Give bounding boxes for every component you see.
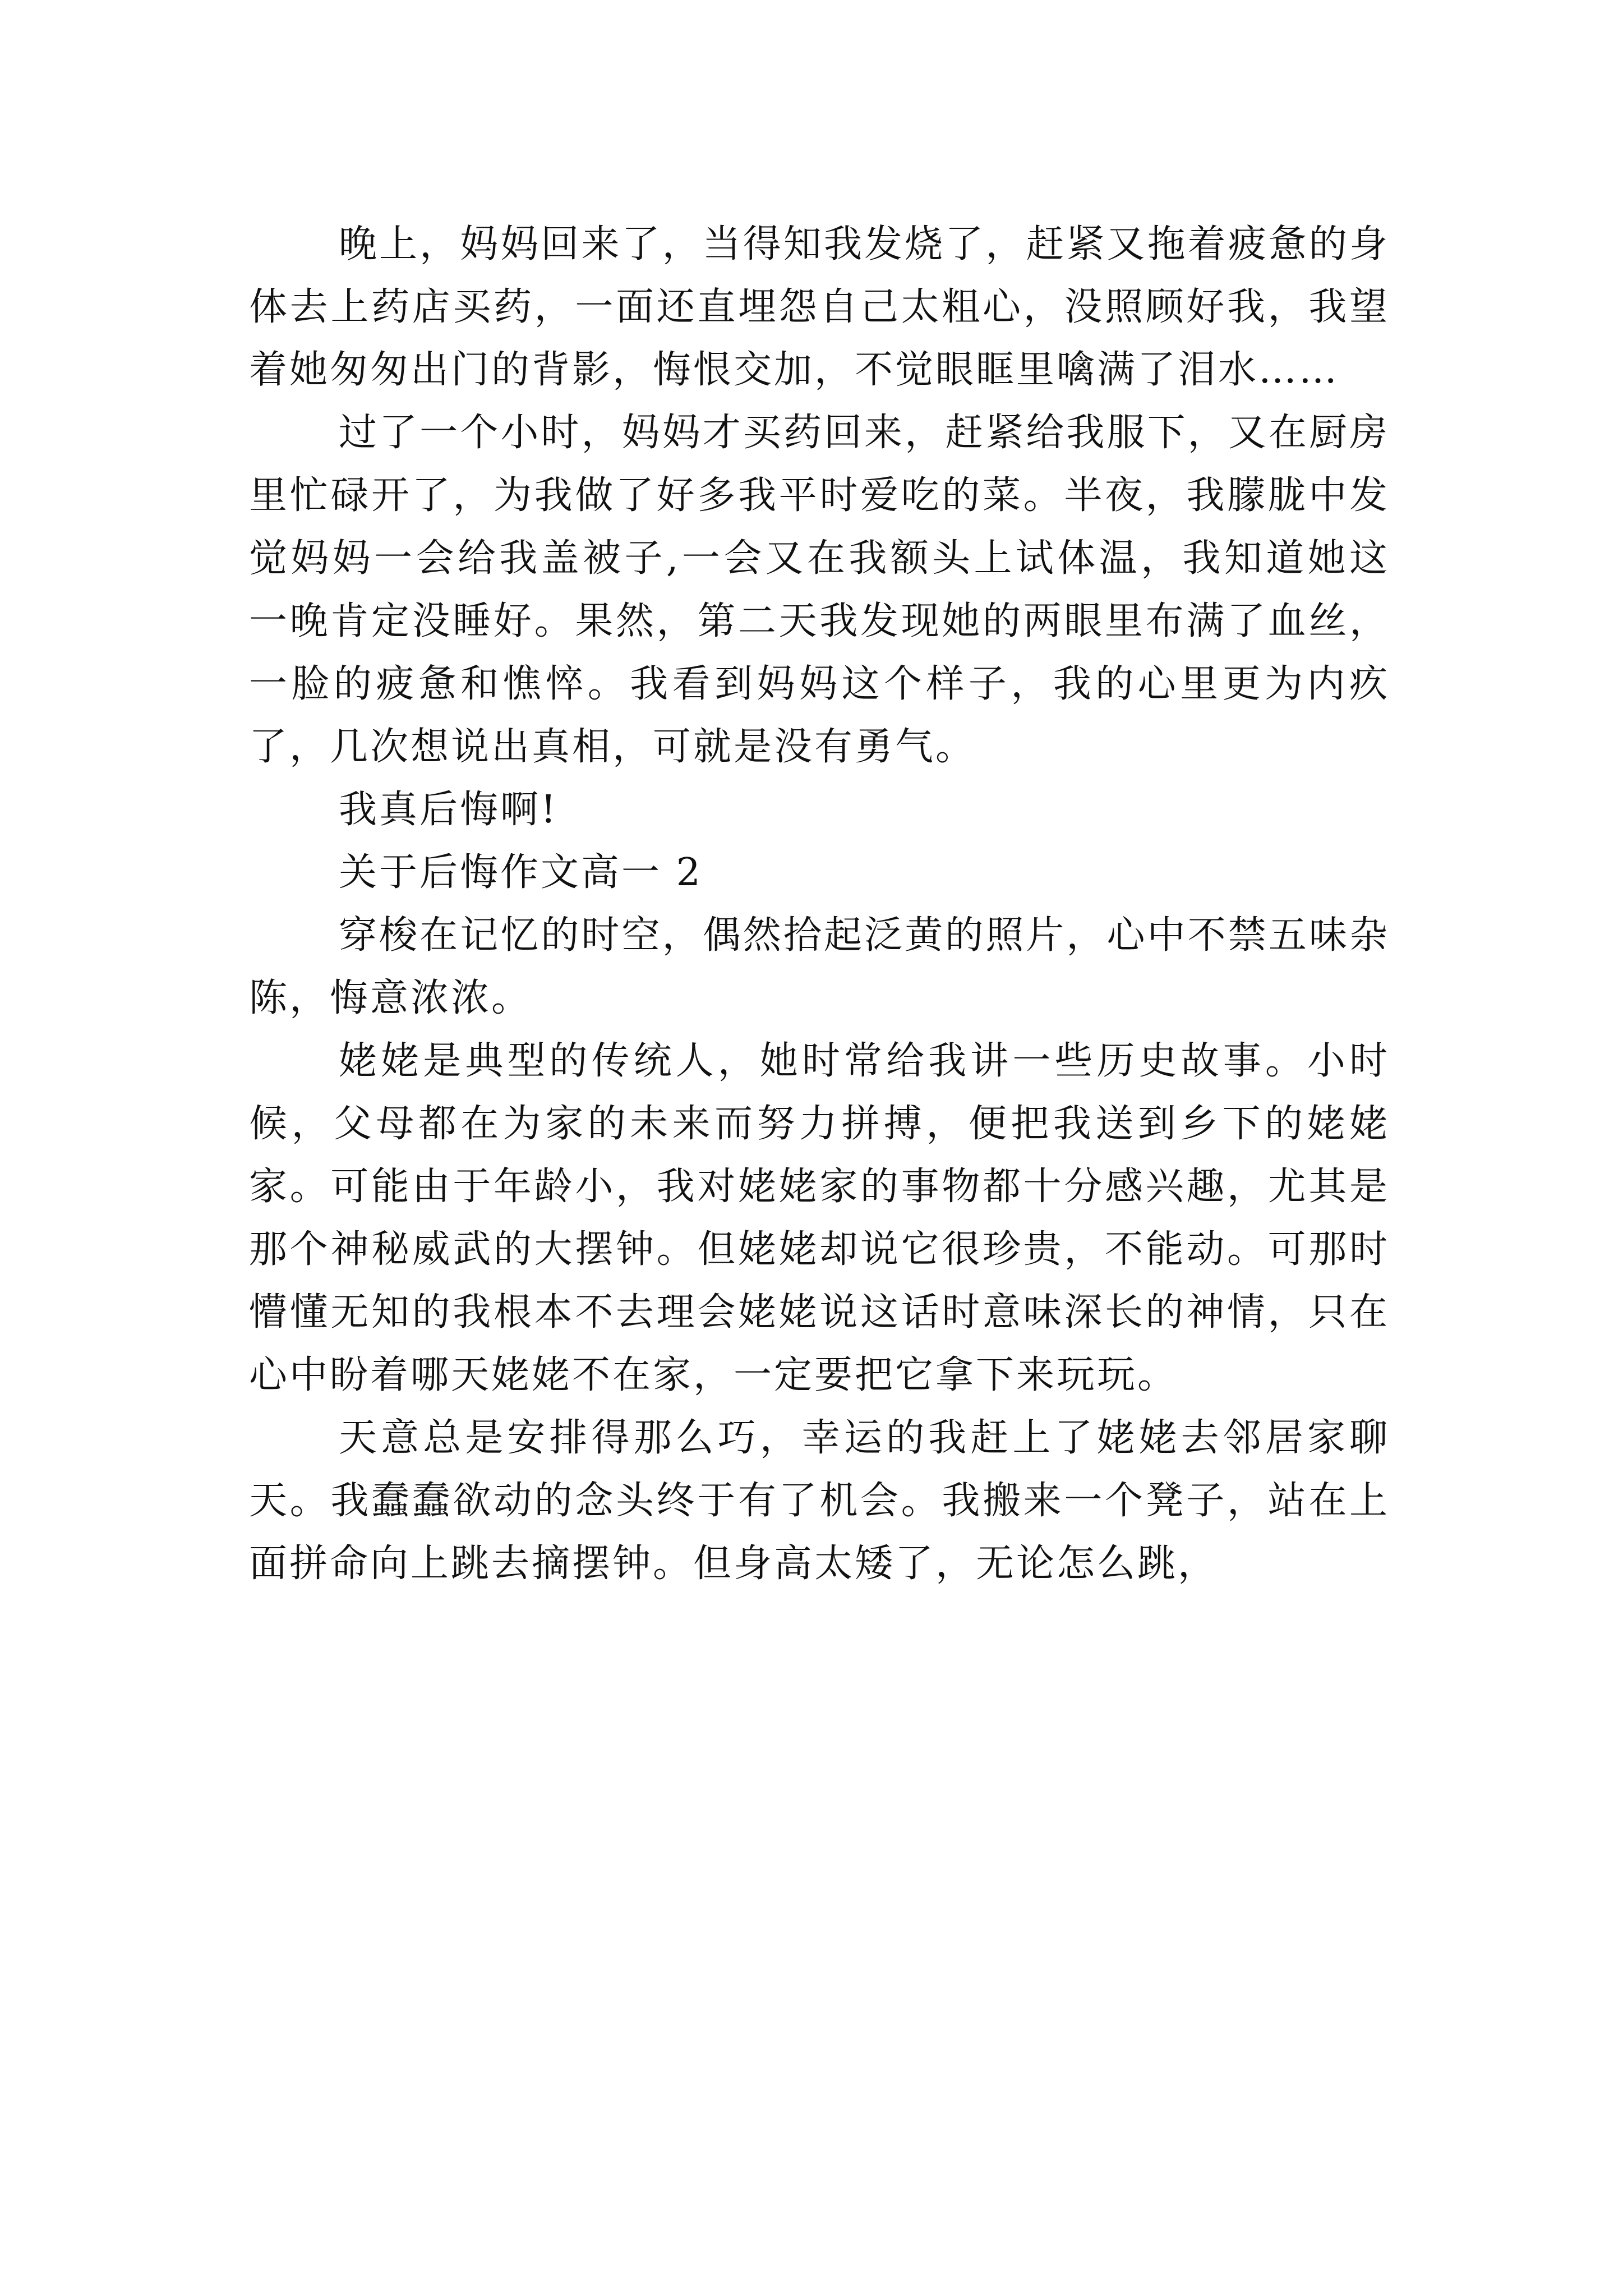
paragraph-evening: 晚上，妈妈回来了，当得知我发烧了，赶紧又拖着疲惫的身体去上药店买药，一面还直埋怨自己太粗心，没照顾好我，我望着她匆匆出门的背影，悔恨交加，不觉眼眶里噙满了泪水…… [249, 222, 1390, 392]
paragraph-midnight: 过了一个小时，妈妈才买药回来，赶紧给我服下，又在厨房里忙碌开了，为我做了好多我平时爱吃的菜。半夜，我朦胧中发觉妈妈一会给我盖被子,一会又在我额头上试体温，我知道她这一晚肯定没睡好。果然，第二天我发现她的两眼里布满了血丝，一脸的疲惫和憔悴。我看到妈妈这个样子，我的心里更为内疚了，几次想说出真相，可就是没有勇气。 [249, 411, 1390, 769]
document-body [249, 213, 1390, 1595]
paragraph-regret: 我真后悔啊! [339, 788, 559, 832]
section-heading: 关于后悔作文高一 2 [339, 850, 703, 895]
paragraph-grandma: 姥姥是典型的传统人，她时常给我讲一些历史故事。小时候，父母都在为家的未来而努力拼搏，便把我送到乡下的姥姥家。可能由于年龄小，我对姥姥家的事物都十分感兴趣，尤其是那个神秘威武的大摆钟。但姥姥却说它很珍贵，不能动。可那时懵懂无知的我根本不去理会姥姥说这话时意味深长的神情，只在心中盼着哪天姥姥不在家，一定要把它拿下来玩玩。 [249, 1039, 1390, 1397]
paragraph-clock: 天意总是安排得那么巧，幸运的我赶上了姥姥去邻居家聊天。我蠢蠢欲动的念头终于有了机会。我搬来一个凳子，站在上面拼命向上跳去摘摆钟。但身高太矮了，无论怎么跳， [249, 1416, 1390, 1586]
paragraph-memory: 穿梭在记忆的时空，偶然拾起泛黄的照片，心中不禁五味杂陈，悔意浓浓。 [249, 913, 1390, 1020]
